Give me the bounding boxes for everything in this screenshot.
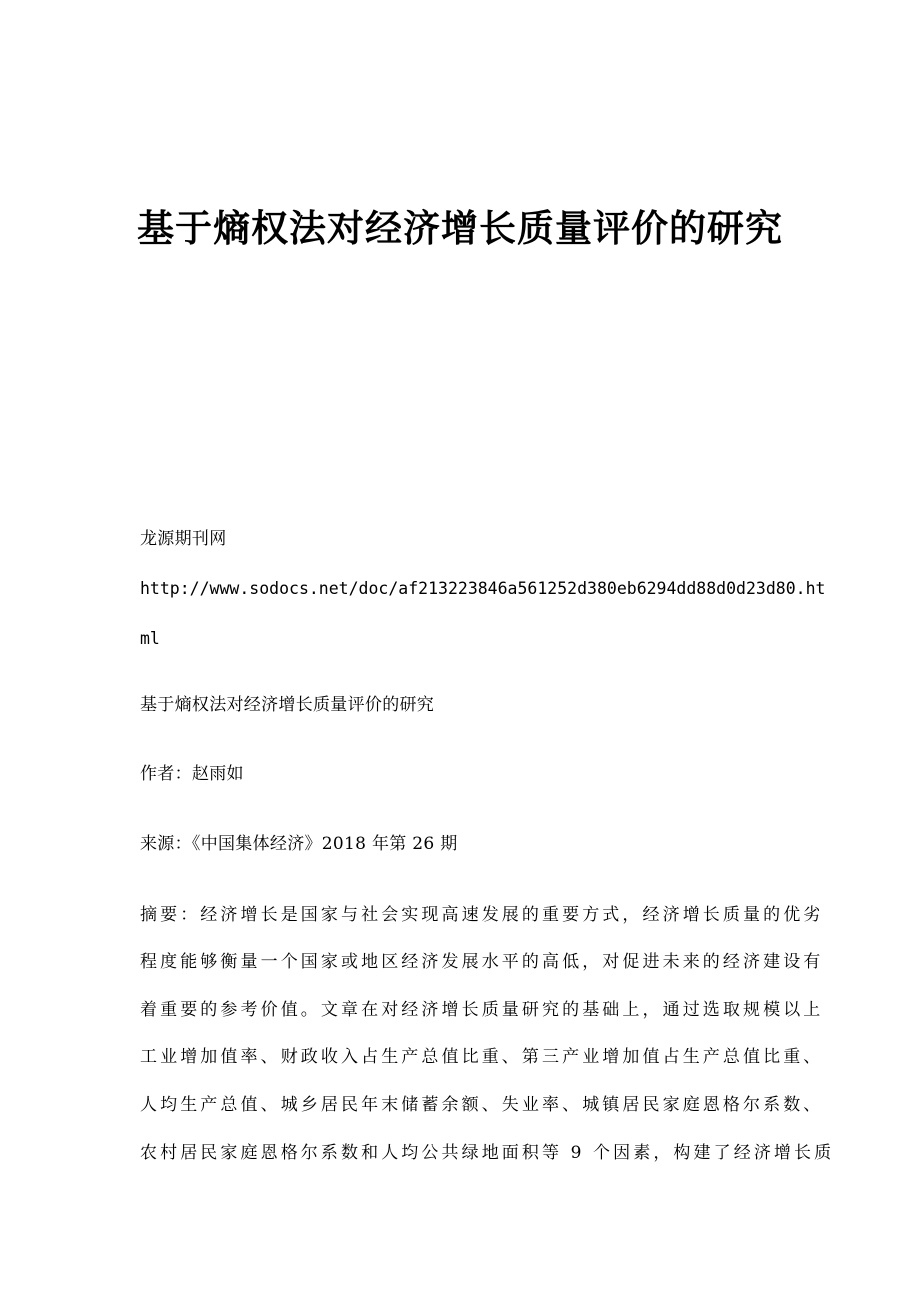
abstract-line: 农村居民家庭恩格尔系数和人均公共绿地面积等 9 个因素，构建了经济增长质	[140, 1143, 835, 1163]
source-site: 龙源期刊网	[140, 529, 227, 549]
abstract-line: 着重要的参考价值。文章在对经济增长质量研究的基础上，通过选取规模以上	[140, 1000, 824, 1020]
abstract-line: 人均生产总值、城乡居民年末储蓄余额、失业率、城镇居民家庭恩格尔系数、	[140, 1095, 824, 1115]
article-title: 基于熵权法对经济增长质量评价的研究	[140, 695, 435, 715]
document-title: 基于熵权法对经济增长质量评价的研究	[137, 206, 783, 250]
author-line: 作者：赵雨如	[140, 764, 244, 784]
abstract-line: 程度能够衡量一个国家或地区经济发展水平的高低，对促进未来的经济建设有	[140, 952, 824, 972]
abstract-line: 工业增加值率、财政收入占生产总值比重、第三产业增加值占生产总值比重、	[140, 1047, 824, 1067]
abstract-line: 摘要：经济增长是国家与社会实现高速发展的重要方式，经济增长质量的优劣	[140, 905, 824, 925]
document-url-line-1[interactable]: http://www.sodocs.net/doc/af213223846a561252d380eb6294dd88d0d23d80.ht	[140, 579, 826, 598]
source-line: 来源：《中国集体经济》2018 年第 26 期	[140, 834, 458, 854]
document-url-line-2[interactable]: ml	[140, 629, 160, 648]
